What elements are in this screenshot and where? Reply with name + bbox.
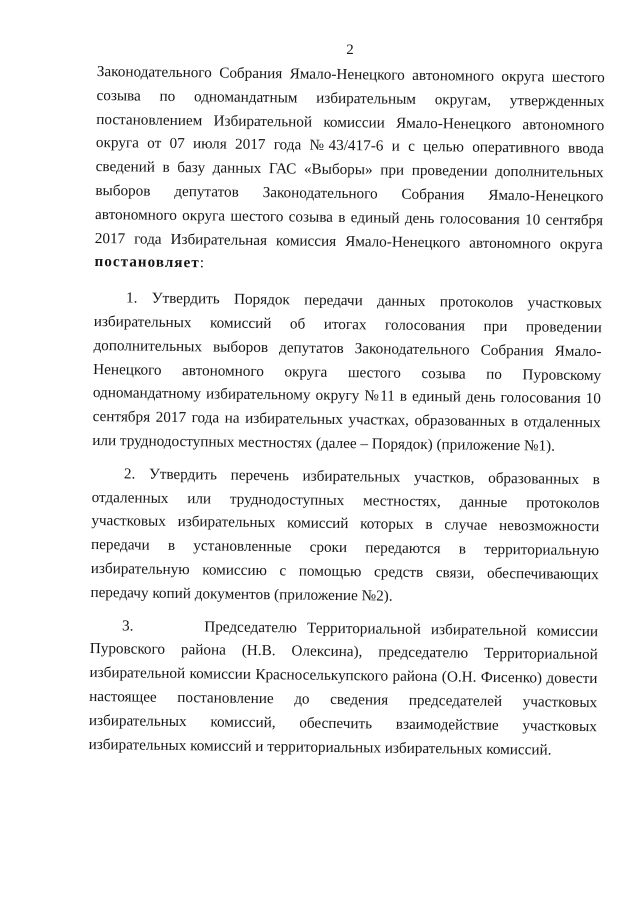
intro-paragraph <box>94 60 605 280</box>
list-item <box>92 286 602 459</box>
item-text: Утвердить Порядок передачи данных протоколов участковых избирательных комиссий об итогах голосования при проведении дополнительных выборов депутатов Законодательного Собрания Ямало-Ненецкого автономного округа шестого созыва по Пуровскому одномандатному избирательному округу №11 в единый день голосования 10 сентября 2017 года на избирательных участках, образованных в отдаленных или труднодоступных местностях (далее – Порядок) (приложение №1). <box>92 289 603 455</box>
item-number: 2. <box>123 465 136 483</box>
list-item <box>90 462 600 611</box>
document-body <box>88 60 604 762</box>
item-number: 1. <box>125 289 138 307</box>
item-text: Председателю Территориальной избирательной комиссии Пуровского района (Н.В. Олексина), председателю Территориальной избирательной комиссии Красноселькупского района (О.Н. Фисенко) довести настоящее постановление до сведения председателей участковых избирательных комиссий, обеспечить взаимодействие участковых избирательных комиссий и территориальных избирательных комиссий. <box>88 617 599 759</box>
decree-word: постановляет <box>94 253 200 272</box>
item-text: Утвердить перечень избирательных участков, образованных в отдаленных или труднодоступных местностях, данные протоколов участковых избирательных комиссий которых в случае невозможности передачи в установленные сроки передаются в территориальную избирательную комиссию с помощью средств связи, обеспечивающих передачу копий документов (приложение №2). <box>90 465 601 605</box>
list-item <box>88 613 598 762</box>
page-number: 2 <box>346 42 354 58</box>
decree-punctuation: : <box>199 254 205 272</box>
item-number: 3. <box>121 616 134 635</box>
intro-text: Законодательного Собрания Ямало-Ненецкого автономного округа шестого созыва по одномандатным избирательным округам, утвержденных постановлением Избирательной комиссии Ямало-Ненецкого автономного округа от 07 июля 2017 года №43/417-6 и с целью оперативного ввода сведений в базу данных ГАС «Выборы» при проведении дополнительных выборов депутатов Законодательного Собрания Ямало-Ненецкого автономного округа шестого созыва в единый день голосования 10 сентября 2017 года Избирательная комиссия Ямало-Ненецкого автономного округа <box>94 62 605 253</box>
